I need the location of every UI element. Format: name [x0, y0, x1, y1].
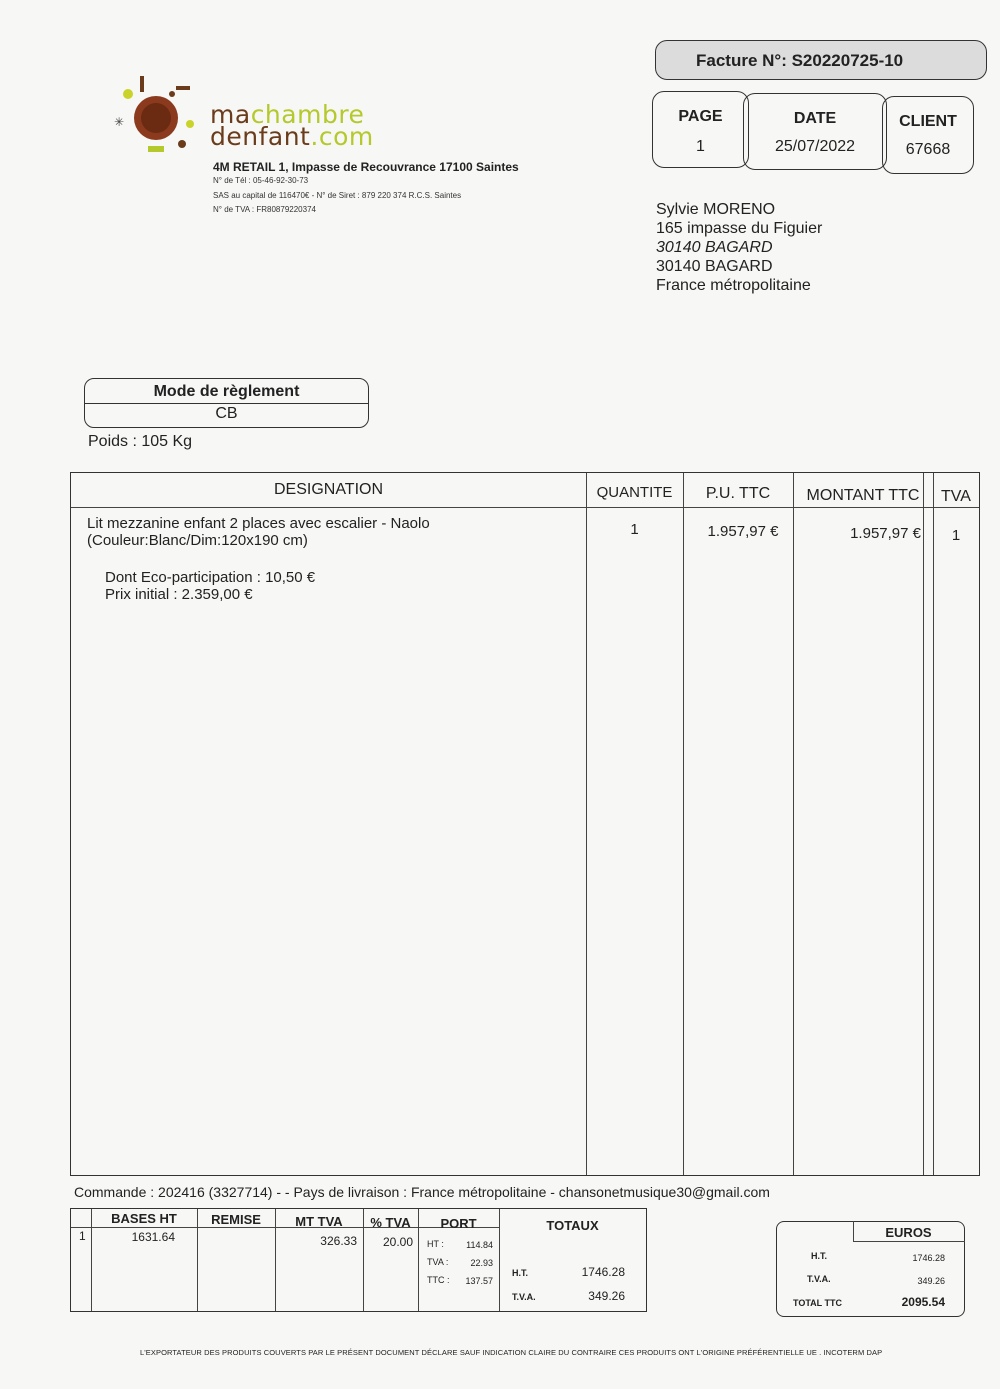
invoice-number: Facture N°: S20220725-10	[696, 51, 904, 70]
company-phone: N° de Tél : 05-46-92-30-73	[213, 176, 309, 185]
client-address	[656, 200, 822, 295]
date-value: 25/07/2022	[774, 138, 856, 155]
logo-emblem-icon	[112, 72, 208, 162]
col-quantite: QUANTITE	[596, 484, 673, 501]
item-eco-participation: Dont Eco-participation : 10,50 €	[105, 569, 316, 586]
col-pct-tva: % TVA	[370, 1215, 411, 1230]
company-vat: N° de TVA : FR80879220374	[213, 205, 316, 214]
port-tva-value: 22.93	[470, 1258, 493, 1268]
page-value: 1	[696, 138, 705, 155]
payment-mode-label: Mode de règlement	[153, 383, 300, 400]
item-quantite: 1	[630, 521, 639, 538]
company-name-address: 4M RETAIL 1, Impasse de Recouvrance 17100 Saintes	[213, 160, 519, 174]
company-capital: SAS au capital de 116470€ - N° de Siret : 879 220 374 R.C.S. Saintes	[213, 191, 462, 200]
logo-word-1: machambre	[210, 100, 365, 129]
totals-table	[70, 1208, 647, 1312]
client-city: 30140 BAGARD	[656, 258, 773, 275]
footer-declaration: L'EXPORTATEUR DES PRODUITS COUVERTS PAR LE PRÉSENT DOCUMENT DÉCLARE SAUF INDICATION CLAIRE DU CONTRAIRE CES PRODUITS ONT L'ORIGINE PRÉFÉRENTIELLE UE . INCOTERM DAP	[140, 1348, 883, 1357]
port-tva-label: TVA :	[427, 1257, 449, 1267]
item-designation-line1: Lit mezzanine enfant 2 places avec escalier - Naolo	[87, 515, 430, 532]
logo-word-2: denfant.com	[210, 122, 374, 151]
totaux-ht-value: 1746.28	[581, 1265, 625, 1279]
svg-text:✳: ✳	[114, 115, 125, 129]
euros-box	[776, 1221, 965, 1317]
payment-mode-value: CB	[215, 405, 238, 422]
date-cell	[743, 93, 887, 170]
totaux-tva-value: 349.26	[588, 1289, 625, 1303]
client-street: 165 impasse du Figuier	[656, 220, 823, 237]
col-montant: MONTANT TTC	[806, 487, 920, 504]
port-ht-label: HT :	[427, 1239, 444, 1249]
col-mt-tva: MT TVA	[295, 1214, 343, 1229]
invoice-number-box	[655, 40, 987, 80]
totaux-ht-label: H.T.	[512, 1268, 529, 1278]
date-label: DATE	[793, 110, 837, 127]
item-pu: 1.957,97 €	[707, 523, 779, 540]
item-designation-line2: (Couleur:Blanc/Dim:120x190 cm)	[87, 532, 308, 549]
items-table	[70, 472, 980, 1176]
col-designation: DESIGNATION	[273, 481, 384, 498]
company-logo	[112, 72, 382, 162]
row-index: 1	[79, 1229, 86, 1243]
page-label: PAGE	[678, 108, 723, 125]
client-city-handwritten: 30140 BAGARD	[656, 239, 773, 256]
weight: Poids : 105 Kg	[88, 433, 193, 450]
port-ttc-label: TTC :	[427, 1275, 450, 1285]
client-value: 67668	[905, 141, 951, 158]
col-remise: REMISE	[211, 1212, 261, 1227]
col-totaux: TOTAUX	[546, 1218, 599, 1233]
page-cell	[652, 91, 749, 168]
euros-ht-label: H.T.	[811, 1251, 828, 1261]
client-cell	[882, 96, 974, 174]
euros-total-value: 2095.54	[901, 1295, 945, 1309]
euros-ht-value: 1746.28	[912, 1253, 945, 1263]
port-ht-value: 114.84	[466, 1240, 493, 1250]
client-country: France métropolitaine	[656, 277, 811, 294]
item-montant: 1.957,97 €	[850, 525, 921, 542]
row-mt-tva: 326.33	[320, 1234, 357, 1248]
col-bases-ht: BASES HT	[111, 1211, 177, 1226]
port-ttc-value: 137.57	[465, 1276, 493, 1286]
euros-total-label: TOTAL TTC	[793, 1298, 842, 1308]
col-port: PORT	[440, 1216, 477, 1231]
client-name: Sylvie MORENO	[656, 201, 776, 218]
payment-mode-box	[84, 378, 369, 428]
row-pct-tva: 20.00	[382, 1235, 413, 1249]
euros-tva-label: T.V.A.	[807, 1274, 831, 1284]
item-tva: 1	[951, 527, 961, 544]
totaux-tva-label: T.V.A.	[512, 1292, 536, 1302]
item-initial-price: Prix initial : 2.359,00 €	[105, 586, 253, 603]
col-tva: TVA	[941, 488, 971, 505]
client-label: CLIENT	[899, 113, 957, 130]
col-pu: P.U. TTC	[705, 485, 771, 502]
row-bases-ht: 1631.64	[131, 1230, 175, 1244]
euros-label: EUROS	[885, 1225, 932, 1240]
euros-tva-value: 349.26	[917, 1276, 945, 1286]
order-line: Commande : 202416 (3327714) - - Pays de livraison : France métropolitaine - chansonetmusique30@gmail.com	[74, 1184, 770, 1200]
